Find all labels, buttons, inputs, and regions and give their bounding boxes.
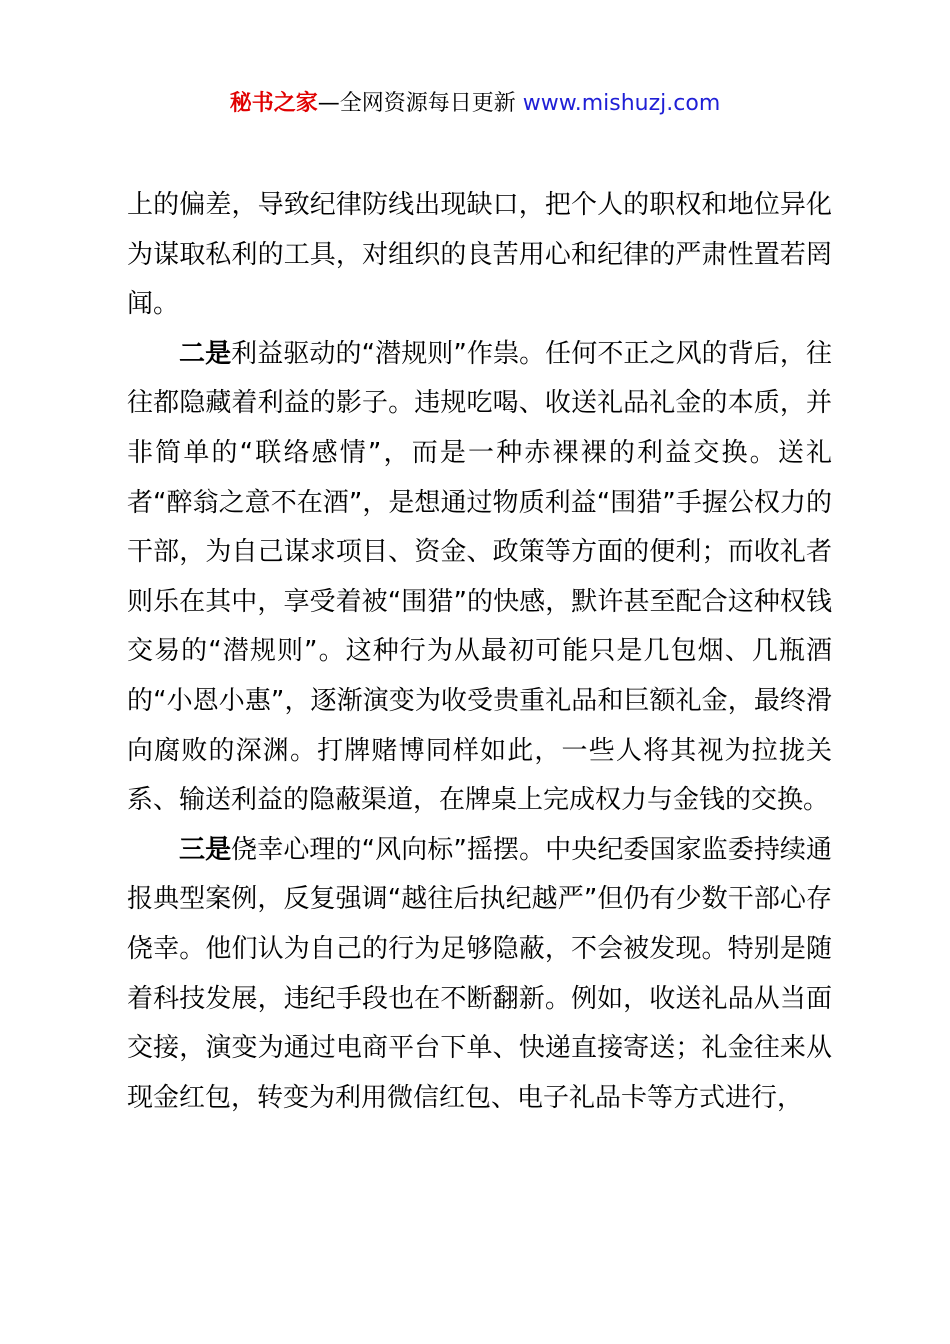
brand-name: 秘书之家 <box>229 91 318 116</box>
paragraph-text: 上的偏差，导致纪律防线出现缺口，把个人的职权和地位异化为谋取私利的工具，对组织的良苦用心和纪律的严肃性置若罔闻。 <box>127 190 832 320</box>
paragraph-point-two <box>127 330 832 826</box>
header-tagline: —全网资源每日更新 <box>317 91 523 116</box>
paragraph-text: 侥幸心理的“风向标”摇摆。中央纪委国家监委持续通报典型案例，反复强调“越往后执纪越严”但仍有少数干部心存侥幸。他们认为自己的行为足够隐蔽，不会被发现。特别是随着科技发展，违纪手段也在不断翻新。例如，收送礼品从当面交接，演变为通过电商平台下单、快递直接寄送；礼金往来从现金红包，转变为利用微信红包、电子礼品卡等方式进行， <box>127 834 832 1113</box>
paragraph-lead: 二是 <box>179 338 232 369</box>
paragraph-point-three <box>127 826 832 1124</box>
document-body <box>127 181 832 1123</box>
header-url[interactable]: www.mishuzj.com <box>522 91 721 116</box>
paragraph-continuation <box>127 181 832 330</box>
page-header <box>0 88 950 120</box>
paragraph-text: 利益驱动的“潜规则”作祟。任何不正之风的背后，往往都隐藏着利益的影子。违规吃喝、收送礼品礼金的本质，并非简单的“联络感情”，而是一种赤裸裸的利益交换。送礼者“醉翁之意不在酒”，是想通过物质利益“围猎”手握公权力的干部，为自己谋求项目、资金、政策等方面的便利；而收礼者则乐在其中，享受着被“围猎”的快感，默许甚至配合这种权钱交易的“潜规则”。这种行为从最初可能只是几包烟、几瓶酒的“小恩小惠”，逐渐演变为收受贵重礼品和巨额礼金，最终滑向腐败的深渊。打牌赌博同样如此，一些人将其视为拉拢关系、输送利益的隐蔽渠道，在牌桌上完成权力与金钱的交换。 <box>127 338 832 816</box>
paragraph-lead: 三是 <box>179 834 232 865</box>
